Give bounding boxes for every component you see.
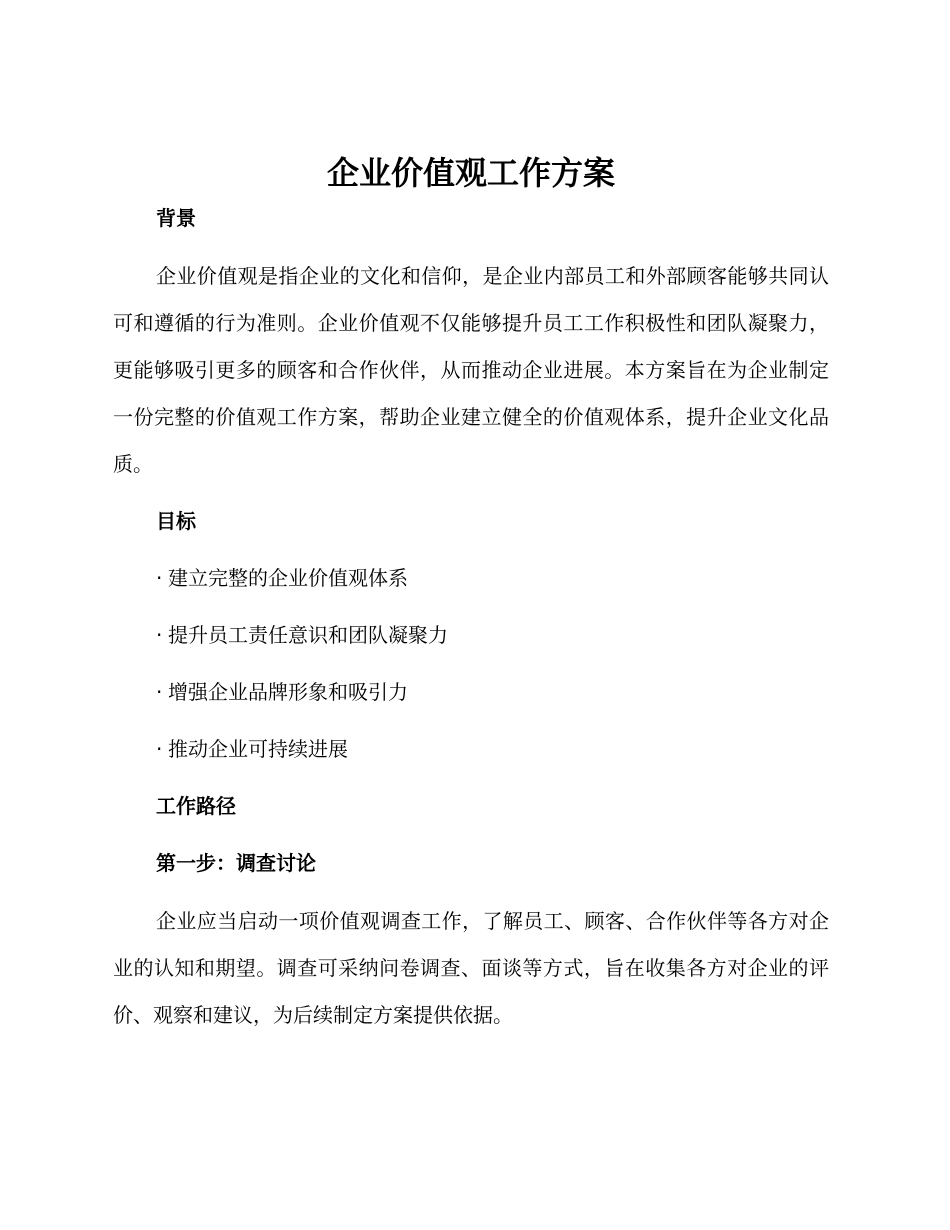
document-title: 企业价值观工作方案 (326, 154, 615, 192)
bullet-icon: · (156, 566, 163, 590)
list-item (113, 677, 829, 707)
goals-list (113, 563, 829, 764)
document-page (113, 150, 829, 1039)
step-paragraph: 企业应当启动一项价值观调查工作，了解员工、顾客、合作伙伴等各方对企业的认知和期望。调查可采纳问卷调查、面谈等方式，旨在收集各方对企业的评价、观察和建议，为后续制定方案提供依据。 (113, 909, 829, 1027)
list-item-text: 增强企业品牌形象和吸引力 (168, 680, 408, 704)
list-item-text: 提升员工责任意识和团队凝聚力 (168, 623, 448, 647)
list-item (113, 734, 829, 764)
bullet-icon: · (156, 680, 163, 704)
background-paragraph: 企业价值观是指企业的文化和信仰，是企业内部员工和外部顾客能够共同认可和遵循的行为准则。企业价值观不仅能够提升员工工作积极性和团队凝聚力，更能够吸引更多的顾客和合作伙伴，从而推动企业进展。本方案旨在为企业制定一份完整的价值观工作方案，帮助企业建立健全的价值观体系，提升企业文化品质。 (113, 264, 829, 476)
list-item-text: 建立完整的企业价值观体系 (168, 566, 408, 590)
step-heading: 第一步：调查讨论 (156, 851, 316, 875)
bullet-icon: · (156, 623, 163, 647)
section-heading-background: 背景 (156, 206, 196, 230)
list-item (113, 620, 829, 650)
section-heading-path: 工作路径 (156, 794, 236, 818)
list-item-text: 推动企业可持续进展 (168, 737, 348, 761)
list-item (113, 563, 829, 593)
bullet-icon: · (156, 737, 163, 761)
section-heading-goals: 目标 (156, 509, 196, 533)
